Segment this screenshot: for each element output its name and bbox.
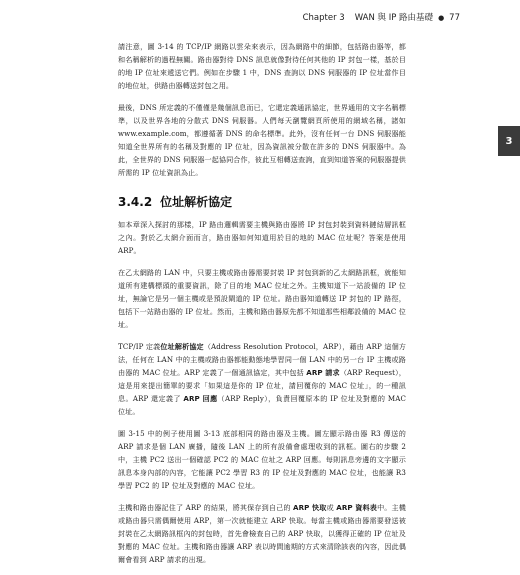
body-text <box>118 40 406 575</box>
section-heading <box>118 193 406 210</box>
chapter-tab-label: 3 <box>505 135 513 147</box>
section-title: 位址解析協定 <box>160 195 233 209</box>
paragraph: 請注意，圖 3-14 的 TCP/IP 網路以雲朵來表示，因為網路中的細節，包括路由器等，都和名稱解析的過程無關。路由器對待 DNS 訊息就像對待任何其他的 IP 封包一樣，基於目的地 IP 位址來遞送它們。例如在步驟 1 中，DNS 查詢以 DNS 伺服器的 IP 位址當作目的地位址，供路由器轉送封包之用。 <box>118 42 406 90</box>
text-run: 中。主機或路由器只需偶爾使用 ARP，第一次就能建立 ARP 快取。每當主機或路由器需要發送被封裝在乙太網路訊框內的封包時，首先會檢查自己的 ARP 快取，以獲得正確的 IP 位址及對應的 MAC 位址。主機和路由器讓 ARP 表以時間逾期的方式來清除該表的內容，因此偶爾會看到 ARP 請求的出現。 <box>118 503 407 564</box>
page-header <box>303 11 460 23</box>
chapter-label: Chapter 3 <box>302 13 345 23</box>
text-run: （Address Resolution Protocol，ARP），藉由 ARP 這個方法，任何在 LAN 中的主機或路由器都能動態地學習同一個 LAN 中的另一台 IP 主機或路由器的 MAC 位址。ARP 定義了一個通訊協定，其中包括 <box>118 342 406 377</box>
bold-term: ARP 快取 <box>292 503 327 512</box>
bold-term: ARP 請求 <box>306 368 340 377</box>
paragraph: 在乙太網路的 LAN 中，只要主機或路由器需要封裝 IP 封包到新的乙太網路訊框，就能知道所有建構標頭的重要資訊，除了目的地 MAC 位址之外。主機知道下一站設備的 IP 位址，無論它是另一個主機或是預設閘道的 IP 位址。路由器知道轉送 IP 封包的 IP 路徑，包括下一站路由器的 IP 位址。然而，主機和路由器原先都不知道那些相鄰設備的 MAC 位址。 <box>118 268 406 329</box>
paragraph: 最後，DNS 所定義的不僅僅是幾個訊息而已，它還定義通訊協定，世界通用的文字名稱標準，以及世界各地的分散式 DNS 伺服器。人們每天瀏覽網頁所使用的網域名稱，諸如 www.example.com，都遵循著 DNS 的命名標準。此外，沒有任何一台 DNS 伺服器能知道全世界所有的名稱及對應的 IP 位址，因為資訊被分散在許多的 DNS 伺服器中。為此，全世界的 DNS 伺服器一起協同合作，彼此互相轉送查詢，直到知道答案的伺服器提供所需的 IP 位址資訊為止。 <box>118 103 406 177</box>
chapter-thumb-tab <box>498 126 520 156</box>
section-number: 3.4.2 <box>118 195 153 209</box>
page-number: 77 <box>449 13 460 23</box>
bold-term: ARP 回應 <box>183 394 218 403</box>
text-run: 主機和路由器記住了 ARP 的結果，將其保存到自己的 <box>118 503 293 512</box>
arp-paragraph <box>118 340 406 418</box>
bold-term: ARP 資料表 <box>336 503 378 512</box>
text-run: （ARP Reply），負責回覆原本的 IP 位址及對應的 MAC 位址。 <box>118 394 406 416</box>
text-run: TCP/IP 定義 <box>118 342 161 351</box>
paragraph: 如本章深入探討的那樣，IP 路由邏輯需要主機與路由器將 IP 封包封裝到資料鏈結層訊框之內。對於乙太網介面而言，路由器如何知道用於目的地的 MAC 位址呢？答案是使用 ARP。 <box>118 220 406 255</box>
chapter-title: WAN 與 IP 路由基礎 <box>354 13 434 23</box>
arp-cache-paragraph <box>118 501 406 566</box>
bullet-icon: ● <box>438 14 445 22</box>
paragraph: 圖 3-15 中的例子使用圖 3-13 底部相同的路由器及主機。圖左顯示路由器 R3 傳送的 ARP 請求是個 LAN 廣播，隨後 LAN 上的所有設備會處理收到的訊框。圖右的步驟 2 中，主機 PC2 送出一個確認 PC2 的 MAC 位址之 ARP 回應。每則訊息旁邊的文字顯示訊息本身內部的內容，它能讓 PC2 學習 R3 的 IP 位址及對應的 MAC 位址，也能讓 R3 學習 PC2 的 IP 位址及對應的 MAC 位址。 <box>118 429 406 490</box>
text-run: （ARP Request），這是用來提出簡單的要求「如果這是你的 IP 位址，請回覆你的 MAC 位址」，的一種訊息。ARP 還定義了 <box>118 368 406 403</box>
text-run: 或 <box>326 503 337 512</box>
bold-term: 位址解析協定 <box>160 342 204 351</box>
